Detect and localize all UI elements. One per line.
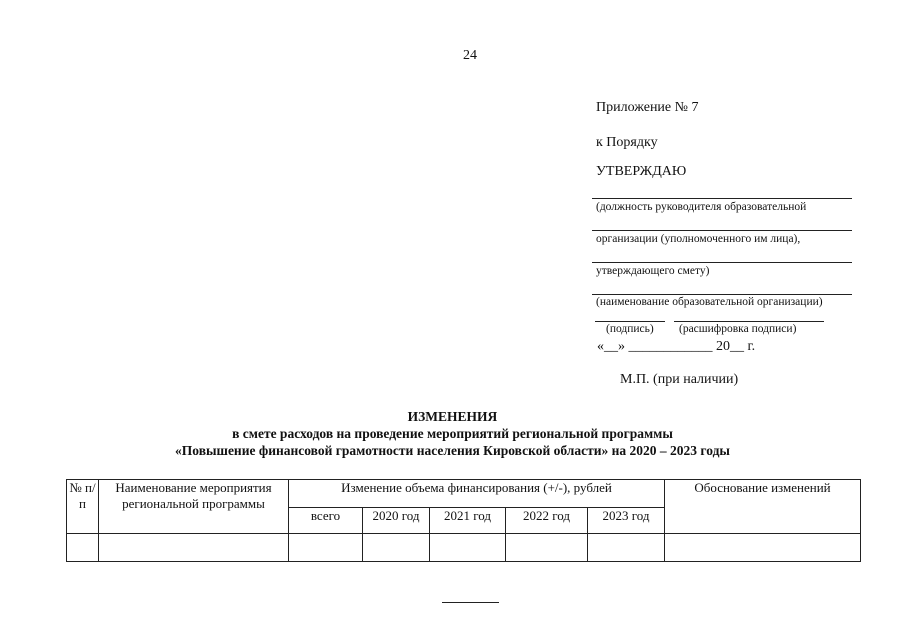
- table-row: [67, 534, 861, 562]
- signature-decode-caption: (расшифровка подписи): [679, 323, 797, 335]
- page-number: 24: [463, 48, 477, 63]
- header-total: всего: [289, 508, 363, 534]
- table-cell[interactable]: [289, 534, 363, 562]
- header-number: № п/п: [67, 480, 99, 534]
- table-cell[interactable]: [665, 534, 861, 562]
- approval-date-line: «__» ____________ 20__ г.: [597, 339, 756, 354]
- header-year-2022: 2022 год: [506, 508, 588, 534]
- org-name-underline: [592, 294, 852, 295]
- header-year-2020: 2020 год: [363, 508, 430, 534]
- title-line-1: ИЗМЕНЕНИЯ: [407, 409, 498, 424]
- header-basis: Обоснование изменений: [665, 480, 861, 534]
- table-cell[interactable]: [588, 534, 665, 562]
- document-title: [0, 408, 905, 459]
- signature-underline: [595, 321, 665, 322]
- position-caption-line-2: организации (уполномоченного им лица),: [596, 233, 801, 245]
- seal-label: М.П. (при наличии): [620, 372, 739, 387]
- table-cell[interactable]: [363, 534, 430, 562]
- title-line-3: «Повышение финансовой грамотности населения Кировской области» на 2020 – 2023 годы: [175, 443, 730, 458]
- title-line-2: в смете расходов на проведение мероприятий региональной программы: [232, 426, 673, 441]
- table-cell[interactable]: [99, 534, 289, 562]
- org-name-caption: (наименование образовательной организации): [596, 296, 823, 308]
- header-funding-change: Изменение объема финансирования (+/-), рублей: [289, 480, 665, 508]
- header-year-2021: 2021 год: [430, 508, 506, 534]
- to-order-label: к Порядку: [596, 135, 658, 150]
- position-caption-line-3: утверждающего смету): [596, 265, 710, 277]
- header-activity-name: Наименование мероприятия региональной программы: [99, 480, 289, 534]
- header-year-2023: 2023 год: [588, 508, 665, 534]
- position-underline: [592, 262, 852, 263]
- signature-decode-underline: [674, 321, 824, 322]
- table-cell[interactable]: [67, 534, 99, 562]
- position-underline: [592, 198, 852, 199]
- table-cell[interactable]: [506, 534, 588, 562]
- appendix-label: Приложение № 7: [596, 100, 699, 115]
- signature-caption: (подпись): [606, 323, 654, 335]
- table-cell[interactable]: [430, 534, 506, 562]
- approve-label: УТВЕРЖДАЮ: [596, 164, 687, 179]
- footer-divider: [442, 602, 499, 603]
- position-underline: [592, 230, 852, 231]
- position-caption-line-1: (должность руководителя образовательной: [596, 201, 807, 213]
- budget-changes-table: [66, 479, 861, 562]
